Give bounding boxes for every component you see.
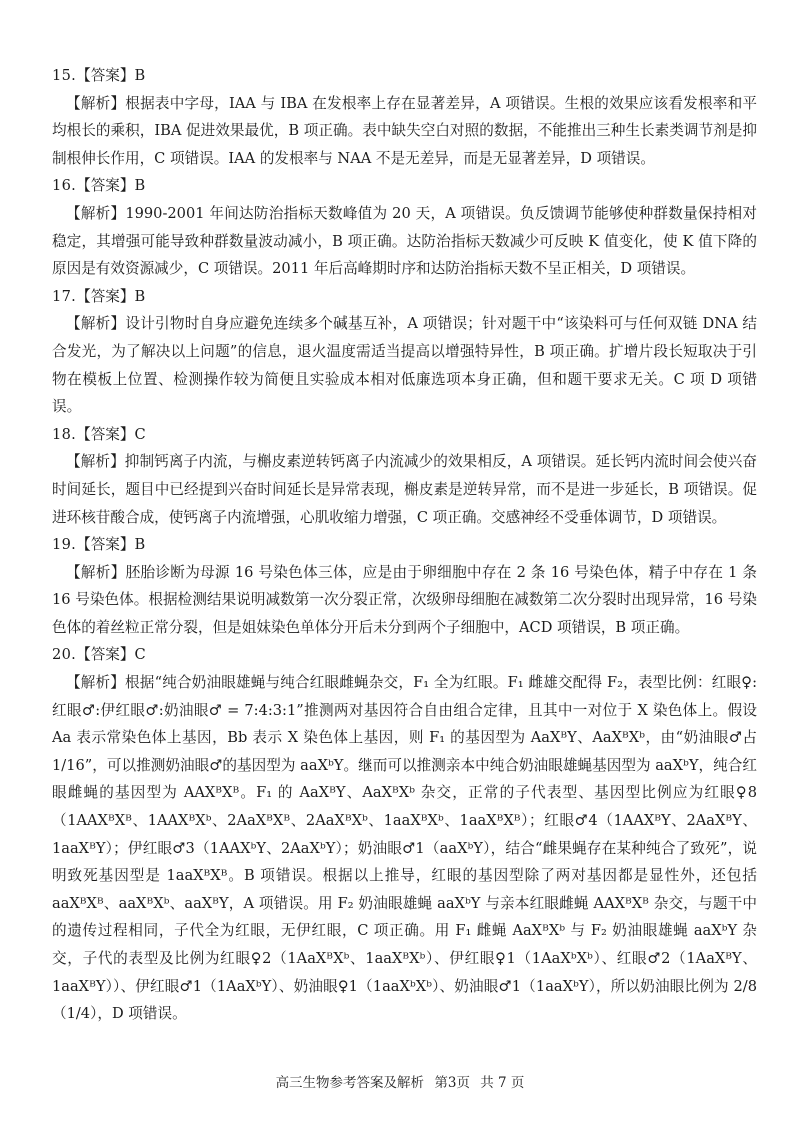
analysis-text: 根据“纯合奶油眼雄蝇与纯合红眼雌蝇杂交，F₁ 全为红眼。F₁ 雌雄交配得 F₂，表型比例：红眼♀:红眼♂:伊红眼♂:奶油眼♂ = 7:4:3:1”推测两对基因符合自由组合定律，且其中一对位于 X 染色体上。假设 Aa 表示常染色体上基因，Bb 表示 X 染色体上基因，则 F₁ 的基因型为 AaXᴮY、AaXᴮXᵇ，由“奶油眼♂占 1/16”，可以推测奶油眼♂的基因型为 aaXᵇY。继而可以推测亲本中纯合奶油眼雄蝇基因型为 aaXᵇY，纯合红眼雌蝇的基因型为 AAXᴮXᴮ。F₁ 的 AaXᴮY、AaXᴮXᵇ 杂交，正常的子代表型、基因型比例应为红眼♀8（1AAXᴮXᴮ、1AAXᴮXᵇ、2AaXᴮXᴮ、2AaXᴮXᵇ、1aaXᴮXᵇ、1aaXᴮXᴮ）；红眼♂4（1AAXᴮY、2AaXᴮY、1aaXᴮY）；伊红眼♂3（1AAXᵇY、2AaXᵇY）；奶油眼♂1（aaXᵇY），结合“雌果蝇存在某种纯合了致死”，说明致死基因型是 1aaXᴮXᴮ。B 项错误。根据以上推导，红眼的基因型除了两对基因都是显性外，还包括 aaXᴮXᴮ、aaXᴮXᵇ、aaXᴮY，A 项错误。用 F₂ 奶油眼雄蝇 aaXᵇY 与亲本红眼雌蝇 AAXᴮXᴮ 杂交，与题干中的遗传过程相同，子代全为红眼，无伊红眼，C 项正确。用 F₁ 雌蝇 AaXᴮXᵇ 与 F₂ 奶油眼雄蝇 aaXᵇY 杂交，子代的表型及比例为红眼♀2（1AaXᴮXᵇ、1aaXᴮXᵇ）、伊红眼♀1（1AaXᵇXᵇ）、红眼♂2（1AaXᴮY、1aaXᴮY））、伊红眼♂1（1AaXᵇY）、奶油眼♀1（1aaXᵇXᵇ）、奶油眼♂1（1aaXᵇY），所以奶油眼比例为 2/8（1/4），D 项错误。: [52, 674, 757, 1023]
answer-line: [52, 641, 757, 669]
question-15: [52, 62, 757, 172]
analysis-tag: 【解析】: [66, 674, 126, 692]
analysis-paragraph: [52, 669, 757, 1028]
question-number: 20.: [52, 646, 77, 664]
answer-line: [52, 531, 757, 559]
analysis-paragraph: [52, 559, 757, 642]
question-18: [52, 421, 757, 531]
answer-line: [52, 172, 757, 200]
footer-title: 高三生物参考答案及解析: [275, 1075, 425, 1091]
analysis-paragraph: [52, 90, 757, 173]
analysis-paragraph: [52, 200, 757, 283]
answer-value: C: [134, 425, 146, 443]
answer-tag: 【答案】: [76, 287, 135, 305]
answer-value: B: [134, 536, 146, 554]
answer-tag: 【答案】: [76, 67, 135, 84]
analysis-tag: 【解析】: [66, 204, 126, 222]
analysis-tag: 【解析】: [66, 453, 125, 471]
analysis-paragraph: [52, 310, 757, 420]
analysis-text: 抑制钙离子内流，与槲皮素逆转钙离子内流减少的效果相反，A 项错误。延长钙内流时间会使兴奋时间延长，题目中已经提到兴奋时间延长是异常表现，槲皮素是逆转异常，而不是进一步延长，B 项错误。促进环核苷酸合成，使钙离子内流增强，心肌收缩力增强，C 项正确。交感神经不受垂体调节，D 项错误。: [52, 453, 757, 526]
analysis-text: 根据表中字母，IAA 与 IBA 在发根率上存在显著差异，A 项错误。生根的效果应该看发根率和平均根长的乘积，IBA 促进效果最优，B 项正确。表中缺失空白对照的数据，不能推出三种生长素类调节剂是抑制根伸长作用，C 项错误。IAA 的发根率与 NAA 不是无差异，而是无显著差异，D 项错误。: [52, 94, 757, 167]
analysis-tag: 【解析】: [66, 563, 126, 581]
answer-value: B: [134, 287, 146, 305]
analysis-tag: 【解析】: [66, 315, 126, 333]
analysis-text: 1990-2001 年间达防治指标天数峰值为 20 天，A 项错误。负反馈调节能够使种群数量保持相对稳定，其增强可能导致种群数量波动减小，B 项正确。达防治指标天数减少可反映 K 值变化，使 K 值下降的原因是有效资源减少，C 项错误。2011 年后高峰期时序和达防治指标天数不呈正相关，D 项错误。: [52, 204, 757, 278]
question-number: 16.: [52, 177, 77, 195]
question-17: [52, 283, 757, 421]
answer-tag: 【答案】: [76, 646, 135, 664]
analysis-tag: 【解析】: [66, 94, 126, 112]
question-19: [52, 531, 757, 641]
footer-page-total: 共 7 页: [480, 1075, 525, 1091]
analysis-text: 设计引物时自身应避免连续多个碱基互补，A 项错误；针对题干中“该染料可与任何双链 DNA 结合发光，为了解决以上问题”的信息，退火温度需适当提高以增强特异性，B 项正确。扩增片段长短取决于引物在模板上位置、检测操作较为简便且实验成本相对低廉选项本身正确，但和题干要求无关。C 项 D 项错误。: [52, 315, 757, 416]
answer-document: [52, 62, 757, 1028]
answer-line: [52, 62, 757, 90]
question-16: [52, 172, 757, 282]
page-footer: [0, 1071, 800, 1091]
footer-page-number: 第3页: [434, 1075, 470, 1091]
answer-value: B: [134, 67, 146, 84]
answer-value: C: [134, 646, 146, 664]
answer-tag: 【答案】: [76, 536, 135, 554]
question-number: 19.: [52, 536, 77, 554]
answer-tag: 【答案】: [76, 425, 135, 443]
question-number: 17.: [52, 287, 77, 305]
question-20: [52, 641, 757, 1027]
answer-line: [52, 283, 757, 311]
answer-line: [52, 421, 757, 449]
analysis-text: 胚胎诊断为母源 16 号染色体三体，应是由于卵细胞中存在 2 条 16 号染色体，精子中存在 1 条 16 号染色体。根据检测结果说明减数第一次分裂正常，次级卵母细胞在减数第二次分裂时出现异常，16 号染色体的着丝粒正常分裂，但是姐妹染色单体分开后未分到两个子细胞中，ACD 项错误，B 项正确。: [52, 563, 757, 636]
question-number: 15.: [52, 67, 77, 84]
analysis-paragraph: [52, 448, 757, 531]
question-number: 18.: [52, 425, 77, 443]
answer-value: B: [134, 177, 146, 195]
answer-tag: 【答案】: [76, 177, 135, 195]
